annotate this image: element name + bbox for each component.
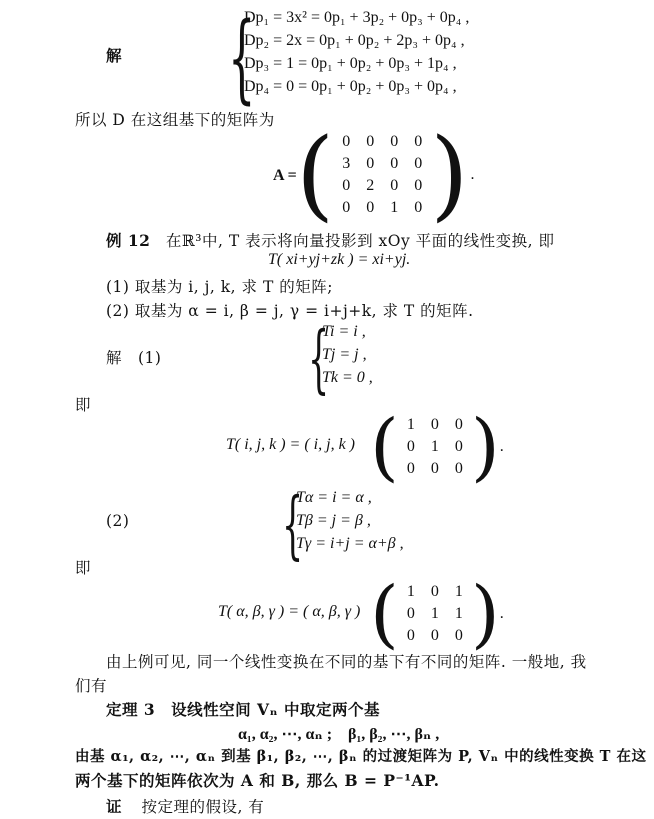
left-paren: ( [296, 118, 335, 232]
projection-equations-1 [322, 320, 373, 389]
matrix-2-table: 1 0 1 0 1 1 0 0 0 [406, 583, 463, 644]
left-brace: { [228, 2, 256, 114]
solution-label: 解 [106, 46, 123, 65]
left-brace: { [282, 482, 304, 568]
paragraph-line: 们有 [75, 677, 108, 695]
equation-line: Tβ = j = β , [296, 512, 371, 529]
matrix-1-lhs: T( i, j, k ) = ( i, j, k ) [226, 436, 355, 453]
equation-line: Dp₂ = 2x = 0p₁ + 0p₂ + 2p₃ + 0p₄ , [244, 32, 465, 49]
matrix-1 [370, 404, 504, 490]
theorem-line: 由基 α₁, α₂, ⋯, αₙ 到基 β₁, β₂, ⋯, βₙ 的过渡矩阵为 P, Vₙ 中的线性变换 T 在这 [75, 748, 647, 765]
theorem-bases: α₁, α₂, ⋯, αₙ ; β₁, β₂, ⋯, βₙ , [238, 726, 440, 743]
solution-2-label: (2) [106, 512, 130, 530]
ji-text: 即 [75, 559, 92, 577]
theorem-label: 定理 3 [106, 700, 156, 719]
right-paren: ) [470, 571, 500, 657]
equation-line: Tγ = i+j = α+β , [296, 535, 404, 552]
matrix-2 [370, 571, 504, 657]
right-paren: ) [430, 118, 469, 232]
matrix-2-suffix: . [499, 605, 504, 622]
equation-line: Tα = i = α , [296, 489, 372, 506]
theorem-text: 设线性空间 Vₙ 中取定两个基 [171, 700, 380, 719]
matrix-a [296, 118, 475, 232]
matrix-a-label: A = [273, 167, 297, 184]
ji-text: 即 [75, 396, 92, 414]
paragraph-line: 由上例可见, 同一个线性变换在不同的基下有不同的矩阵. 一般地, 我 [106, 653, 587, 671]
question-1: (1) 取基为 i, j, k, 求 T 的矩阵; [106, 278, 333, 296]
proof-text: 按定理的假设, 有 [141, 798, 265, 816]
left-brace: { [308, 316, 330, 402]
example-12 [106, 229, 555, 251]
matrix-1-table: 1 0 0 0 1 0 0 0 0 [406, 416, 463, 477]
equation-line: Dp₃ = 1 = 0p₁ + 0p₂ + 0p₃ + 1p₄ , [244, 55, 457, 72]
right-paren: ) [470, 404, 500, 490]
matrix-2-lhs: T( α, β, γ ) = ( α, β, γ ) [218, 603, 361, 620]
left-paren: ( [370, 404, 399, 490]
matrix-intro-text: 所以 D 在这组基下的矩阵为 [75, 111, 275, 129]
question-2: (2) 取基为 α = i, β = j, γ = i+j+k, 求 T 的矩阵. [106, 302, 474, 320]
equation-line: Dp₄ = 0 = 0p₁ + 0p₂ + 0p₃ + 0p₄ , [244, 78, 457, 95]
left-paren: ( [370, 571, 399, 657]
proof-label: 证 [106, 797, 123, 816]
derivative-equations [244, 6, 469, 98]
matrix-a-suffix: . [470, 166, 475, 183]
equation-line: Tk = 0 , [322, 369, 373, 386]
solution-1-label: 解 (1) [106, 349, 162, 367]
matrix-a-table: 0 0 0 0 3 0 0 0 0 2 0 0 0 0 1 0 [342, 133, 423, 216]
equation-line: Dp₁ = 3x² = 0p₁ + 3p₂ + 0p₃ + 0p₄ , [244, 9, 470, 26]
theorem-line: 两个基下的矩阵依次为 A 和 B, 那么 B = P⁻¹AP. [75, 771, 440, 790]
equation-line: Tj = j , [322, 346, 367, 363]
example-label: 例 12 [106, 231, 151, 250]
example-text: 在ℝ³中, T 表示将向量投影到 xOy 平面的线性变换, 即 [165, 232, 555, 250]
equation-line: Ti = i , [322, 323, 366, 340]
proof-line [106, 795, 264, 817]
matrix-1-suffix: . [499, 438, 504, 455]
projection-equations-2 [296, 486, 404, 555]
projection-formula: T( xi+yj+zk ) = xi+yj. [268, 251, 411, 268]
theorem-3-heading [106, 698, 380, 720]
